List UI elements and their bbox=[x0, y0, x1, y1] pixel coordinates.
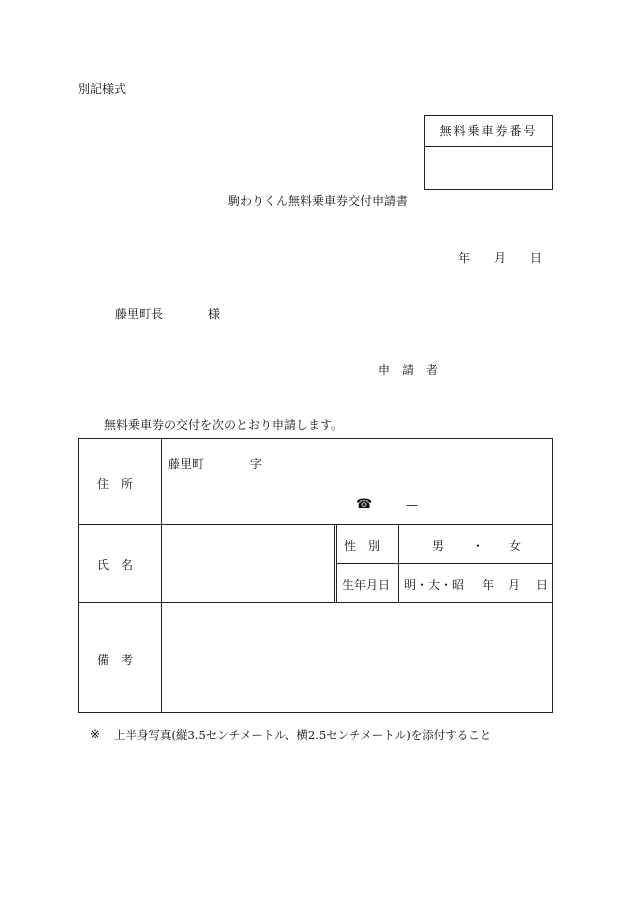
birth-day: 日 bbox=[536, 578, 549, 592]
ticket-number-label: 無料乗車券番号 bbox=[425, 116, 552, 147]
intro-text: 無料乗車券の交付を次のとおり申請します。 bbox=[104, 418, 344, 432]
birth-month: 月 bbox=[508, 578, 521, 592]
remarks-label: 備 考 bbox=[97, 653, 134, 667]
sex-birth-divider bbox=[336, 563, 553, 564]
birth-era-options[interactable]: 明・大・昭 bbox=[404, 578, 465, 592]
name-label: 氏 名 bbox=[97, 558, 134, 572]
sex-male-option[interactable]: 男 bbox=[432, 539, 445, 553]
sex-separator: ・ bbox=[472, 539, 485, 553]
addressee-honorific: 様 bbox=[208, 307, 221, 321]
address-aza: 字 bbox=[250, 457, 263, 471]
name-sex-divider bbox=[334, 524, 335, 602]
table-row-divider bbox=[78, 602, 553, 603]
applicant-label: 申 請 者 bbox=[378, 363, 439, 377]
address-field[interactable] bbox=[170, 470, 540, 510]
phone-separator: — bbox=[406, 498, 418, 512]
document-title: 駒わりくん無料乗車券交付申請書 bbox=[228, 194, 409, 208]
note-mark: ※ bbox=[90, 727, 101, 741]
ticket-number-box bbox=[424, 115, 553, 190]
phone-icon: ☎ bbox=[356, 497, 373, 512]
table-row-divider bbox=[78, 524, 553, 525]
ticket-number-field[interactable] bbox=[425, 147, 552, 189]
table-label-divider bbox=[161, 438, 162, 713]
birth-label: 生年月日 bbox=[342, 578, 391, 592]
name-field[interactable] bbox=[165, 528, 330, 598]
sex-label: 性 別 bbox=[344, 539, 381, 553]
birth-year: 年 bbox=[482, 578, 495, 592]
note-text: 上半身写真(縦3.5センチメートル、横2.5センチメートル)を添付すること bbox=[114, 728, 492, 742]
address-town: 藤里町 bbox=[168, 457, 205, 471]
remarks-field[interactable] bbox=[165, 606, 549, 709]
form-label: 別記様式 bbox=[78, 82, 127, 96]
sex-female-option[interactable]: 女 bbox=[509, 539, 522, 553]
date-month: 月 bbox=[494, 251, 507, 265]
address-label: 住 所 bbox=[97, 477, 134, 491]
date-day: 日 bbox=[530, 251, 543, 265]
addressee-office: 藤里町長 bbox=[115, 307, 164, 321]
date-year: 年 bbox=[458, 251, 471, 265]
